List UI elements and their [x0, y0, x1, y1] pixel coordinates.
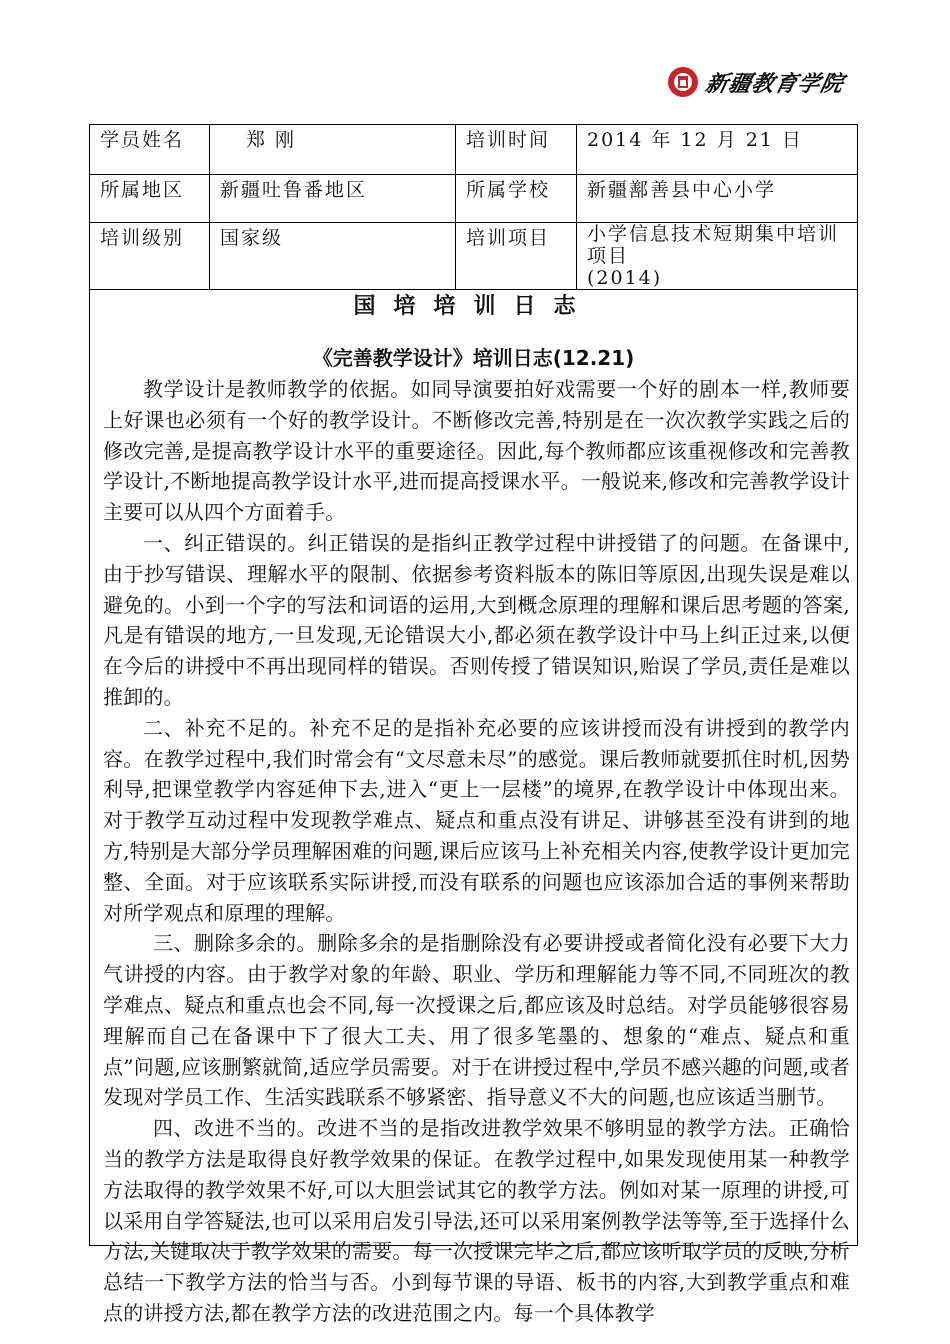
log-content	[103, 374, 850, 1329]
school-value: 新疆鄯善县中心小学	[577, 175, 858, 223]
table-row	[90, 125, 858, 175]
level-value: 国家级	[210, 223, 456, 290]
log-paragraph-correct-errors: 一、纠正错误的。纠正错误的是指纠正教学过程中讲授错了的问题。在备课中,由于抄写错误、理解水平的限制、依据参考资料版本的陈旧等原因,出现失误是难以避免的。小到一个字的写法和词语的运用,大到概念原理的理解和课后思考题的答案,凡是有错误的地方,一旦发现,无论错误大小,都必须在教学设计中马上纠正过来,以便在今后的讲授中不再出现同样的错误。否则传授了错误知识,贻误了学员,责任是难以推卸的。	[103, 530, 850, 709]
log-subtitle: 《完善教学设计》培训日志(12.21)	[312, 346, 635, 370]
table-row	[90, 175, 858, 223]
school-label: 所属学校	[456, 175, 577, 223]
time-value: 2014 年 12 月 21 日	[577, 125, 858, 175]
time-label: 培训时间	[456, 125, 577, 175]
name-value: 郑 刚	[210, 125, 456, 175]
name-label: 学员姓名	[90, 125, 210, 175]
log-paragraph-improve-methods: 四、改进不当的。改进不当的是指改进教学效果不够明显的教学方法。正确恰当的教学方法是取得良好教学效果的保证。在教学过程中,如果发现使用某一种教学方法取得的教学效果不好,可以大胆尝试其它的教学方法。例如对某一原理的讲授,可以采用自学答疑法,也可以采用启发引导法,还可以采用案例教学法等等,至于选择什么方法,关键取决于教学效果的需要。每一次授课完毕之后,都应该听取学员的反映,分析总结一下教学方法的恰当与否。小到每节课的导语、板书的内容,大到教学重点和难点的讲授方法,都在教学方法的改进范围之内。每一个具体教学	[103, 1116, 850, 1325]
school-emblem-icon	[668, 67, 698, 97]
trainee-info-table	[89, 124, 858, 290]
log-paragraph-supplement: 二、补充不足的。补充不足的是指补充必要的应该讲授而没有讲授到的教学内容。在教学过程中,我们时常会有“文尽意未尽”的感觉。课后教师就要抓住时机,因势利导,把课堂教学内容延伸下去,进入“更上一层楼”的境界,在教学设计中体现出来。对于教学互动过程中发现教学难点、疑点和重点没有讲足、讲够甚至没有讲到的地方,特别是大部分学员理解困难的问题,课后应该马上补充相关内容,使教学设计更加完整、全面。对于应该联系实际讲授,而没有联系的问题也应该添加合适的事例来帮助对所学观点和原理的理解。	[103, 715, 850, 925]
log-paragraph-intro: 教学设计是教师教学的依据。如同导演要拍好戏需要一个好的剧本一样,教师要上好课也必须有一个好的教学设计。不断修改完善,特别是在一次次教学实践之后的修改完善,是提高教学设计水平的重要途径。因此,每个教师都应该重视修改和完善教学设计,不断地提高教学设计水平,进而提高授课水平。一般说来,修改和完善教学设计主要可以从四个方面着手。	[103, 377, 850, 525]
log-paragraph-delete-redundant: 三、删除多余的。删除多余的是指删除没有必要讲授或者简化没有必要下大力气讲授的内容。由于教学对象的年龄、职业、学历和理解能力等不同,不同班次的教学难点、疑点和重点也会不同,每一次授课之后,都应该及时总结。对学员能够很容易理解而自己在备课中下了很大工夫、用了很多笔墨的、想象的“难点、疑点和重点”问题,应该删繁就简,适应学员需要。对于在讲授过程中,学员不感兴趣的问题,或者发现对学员工作、生活实践联系不够紧密、指导意义不大的问题,也应该适当删节。	[103, 931, 850, 1110]
school-logo	[668, 64, 847, 100]
project-value-line1: 小学信息技术短期集中培训项目	[587, 223, 840, 267]
school-name: 新疆教育学院	[702, 70, 847, 97]
training-log-section	[89, 276, 858, 1325]
log-title: 国培培训日志	[353, 294, 594, 319]
project-value-line2: (2014)	[587, 267, 663, 289]
level-label: 培训级别	[90, 223, 210, 290]
project-label: 培训项目	[456, 223, 577, 290]
region-value: 新疆吐鲁番地区	[210, 175, 456, 223]
region-label: 所属地区	[90, 175, 210, 223]
